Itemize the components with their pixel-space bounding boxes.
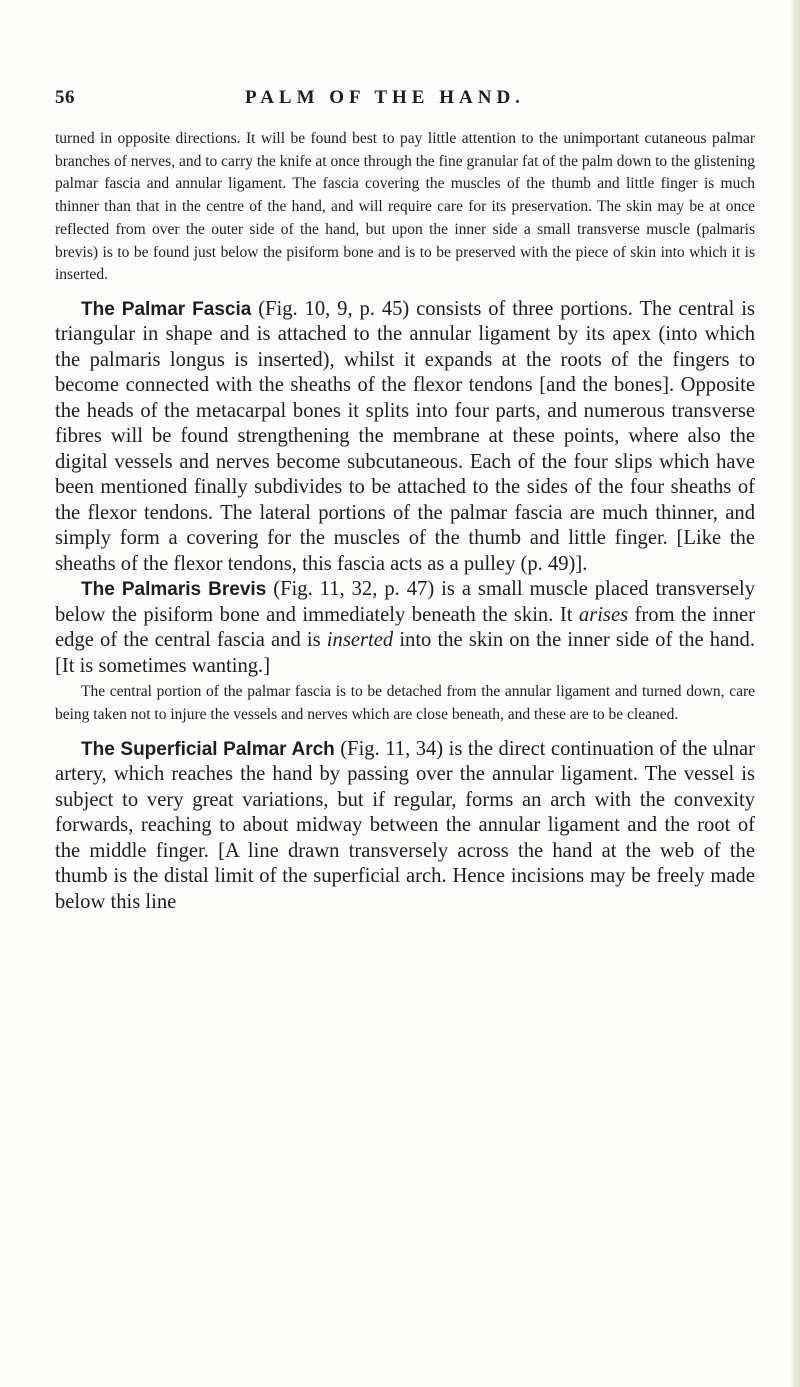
- paragraph-palmaris-brevis: [55, 577, 755, 679]
- paragraph-palmar-fascia: [55, 297, 755, 578]
- body-text: [55, 128, 755, 915]
- palmar-fascia-text: (Fig. 10, 9, p. 45) consists of three portions. The central is triangular in shape and is attached to the annular ligament by its apex (into which the palmaris longus is inserted), whilst it expands at the roots of the fingers to become connected with the sheaths of the flexor tendons [and the bones]. Opposite the heads of the metacarpal bones it splits into four parts, and numerous transverse fibres will be found strengthening the membrane at these points, where also the digital vessels and nerves become subcutaneous. Each of the four slips which have been mentioned finally subdivides to be attached to the sides of the four sheaths of the flexor tendons. The lateral portions of the palmar fascia are much thinner, and simply form a covering for the muscles of the thumb and little finger. [Like the sheaths of the flexor tendons, this fascia acts as a pulley (p. 49)].: [55, 297, 755, 575]
- running-head: PALM OF THE HAND.: [245, 87, 525, 108]
- inserted-term: inserted: [326, 629, 394, 652]
- palmaris-brevis-text-b: from the inner edge of the central fascia and is: [55, 603, 755, 652]
- palmaris-brevis-text-a: (Fig. 11, 32, p. 47) is a small muscle placed transversely below the pisiform bone and immediately beneath the skin. It: [55, 578, 755, 626]
- arises-term: arises: [578, 603, 629, 626]
- section-heading-palmar-fascia: The Palmar Fascia: [81, 298, 252, 320]
- section-heading-palmaris-brevis: The Palmaris Brevis: [81, 579, 267, 601]
- page-header: [55, 87, 755, 113]
- page-number: 56: [55, 87, 75, 108]
- superficial-arch-text: (Fig. 11, 34) is the direct continuation of the ulnar artery, which reaches the hand by passing over the annular ligament. The vessel is subject to very great variations, but if regular, forms an arch with the convexity forwards, reaching to about midway between the annular ligament and the root of the middle finger. [A line drawn transversely across the hand at the web of the thumb is the distal limit of the superficial arch. Hence incisions may be freely made below this line: [55, 737, 755, 913]
- page-edge: [790, 0, 800, 1387]
- paragraph-continuation: turned in opposite directions. It will be found best to pay little attention to the unimportant cutaneous palmar branches of nerves, and to carry the knife at once through the fine granular fat of the palm down to the glistening palmar fascia and annular ligament. The fascia covering the muscles of the thumb and little finger is much thinner than that in the centre of the hand, and will require care for its preservation. The skin may be at once reflected from over the outer side of the hand, but upon the inner side a small transverse muscle (palmaris brevis) is to be found just below the pisiform bone and is to be preserved with the piece of skin into which it is inserted.: [55, 130, 755, 284]
- palmaris-brevis-text-c: into the skin on the inner side of the hand. [It is sometimes wanting.]: [55, 629, 755, 677]
- paragraph-dissection-note: The central portion of the palmar fascia is to be detached from the annular ligament and turned down, care being taken not to injure the vessels and nerves which are close beneath, and these are to be cleaned.: [55, 683, 755, 724]
- paragraph-superficial-arch: [55, 737, 755, 916]
- section-heading-superficial-arch: The Superficial Palmar Arch: [81, 738, 335, 760]
